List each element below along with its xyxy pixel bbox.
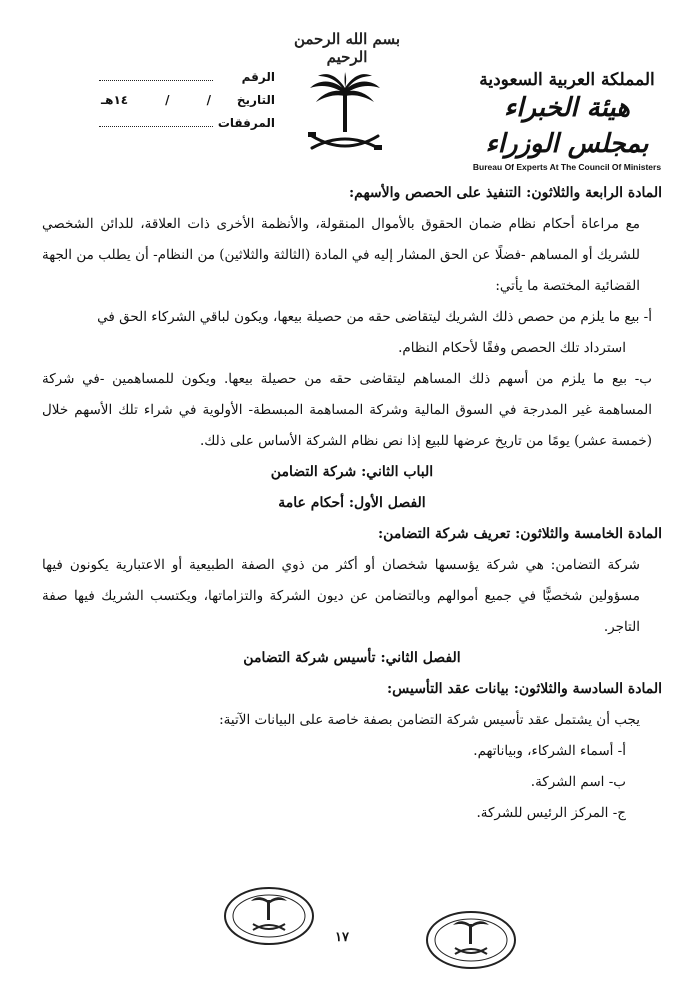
reference-number-label: الرقم <box>241 70 275 84</box>
chapter-1-title: الفصل الأول: أحكام عامة <box>278 495 426 511</box>
article-35-title: المادة الخامسة والثلاثون: تعريف شركة التضامن: <box>378 526 662 542</box>
kingdom-name: المملكة العربية السعودية <box>479 70 655 90</box>
attachments-row <box>95 116 275 139</box>
letterhead <box>0 0 700 172</box>
article-36-title: المادة السادسة والثلاثون: بيانات عقد التأسيس: <box>386 681 662 697</box>
official-seal-stamp-icon <box>425 910 517 970</box>
article-34-item-a-continuation: استرداد تلك الحصص وفقًا لأحكام النظام. <box>398 340 626 356</box>
date-label: التاريخ <box>236 93 275 107</box>
reference-number-row <box>95 70 275 93</box>
palm-swords-emblem-icon <box>300 70 390 160</box>
attachments-line <box>99 116 213 127</box>
part-2-title: الباب الثاني: شركة التضامن <box>270 464 434 480</box>
article-35-text: شركة التضامن: هي شركة يؤسسها شخصان أو أكثر من ذوي الصفة الطبيعية أو الاعتبارية يكونون فيها مسؤولين شخصيًّا في جميع أموالهم وبالتضامن عن ديون الشركة والتزاماتها، ويكتسب الشريك فيها صفة التاجر. <box>42 557 640 635</box>
article-34-item-b: ب- بيع ما يلزم من أسهم ذلك المساهم ليتقاضى حقه من حصيلة بيعها. ويكون للمساهمين -في شركة المساهمة غير المدرجة في السوق المالية وشركة المساهمة المبسطة- الأولوية في شراء تلك الأسهم خلال (خمسة عشر) يومًا من تاريخ عرضها للبيع إذا نص نظام الشركة الأساس على ذلك. <box>42 371 652 449</box>
bureau-name-arabic: هيئة الخبراء بمجلس الوزراء <box>485 93 649 159</box>
article-36-item-b: ب- اسم الشركة. <box>530 774 626 790</box>
bureau-name-english: Bureau Of Experts At The Council Of Ministers <box>472 162 662 172</box>
date-row <box>95 93 275 116</box>
article-34-item-a: أ- بيع ما يلزم من حصص ذلك الشريك ليتقاضى حقه من حصيلة بيعها، ويكون لباقي الشركاء الحق في <box>97 309 652 325</box>
article-36-item-c: ج- المركز الرئيس للشركة. <box>476 805 626 821</box>
official-seal-stamp-icon <box>223 886 315 946</box>
date-value <box>95 93 217 107</box>
date-slash: / <box>206 93 211 107</box>
article-36-item-a: أ- أسماء الشركاء، وبياناتهم. <box>473 743 626 759</box>
reference-number-line <box>99 70 213 81</box>
article-36-intro: يجب أن يشتمل عقد تأسيس شركة التضامن بصفة خاصة على البيانات الآتية: <box>219 712 640 728</box>
attachments-label: المرفقات <box>217 116 275 130</box>
organization-name <box>462 70 672 172</box>
reference-block <box>95 70 275 139</box>
chapter-2-title: الفصل الثاني: تأسيس شركة التضامن <box>243 650 461 666</box>
document-body <box>42 178 662 829</box>
basmala: بسم الله الرحمن الرحيم <box>293 30 401 66</box>
date-slash: / <box>165 93 170 107</box>
date-year: ١٤هـ <box>101 93 129 107</box>
article-34-title: المادة الرابعة والثلاثون: التنفيذ على الحصص والأسهم: <box>348 185 662 201</box>
page-number: ١٧ <box>335 930 349 945</box>
article-34-intro: مع مراعاة أحكام نظام ضمان الحقوق بالأموال المنقولة، والأنظمة الأخرى ذات العلاقة، للدائن الشخصي للشريك أو المساهم -فضلًا عن الحق المشار إليه في المادة (الثالثة والثلاثين) من النظام- أن يطلب من الجهة القضائية المختصة ما يأتي: <box>42 216 640 294</box>
